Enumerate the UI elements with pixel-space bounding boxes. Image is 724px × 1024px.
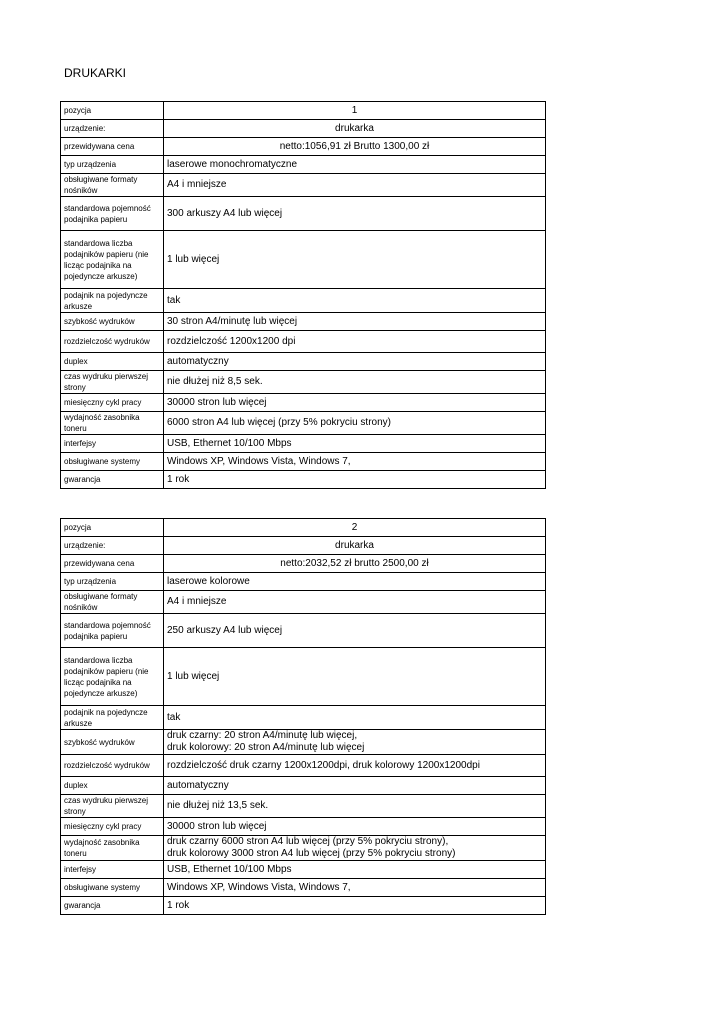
row-value: Windows XP, Windows Vista, Windows 7, <box>164 453 546 471</box>
table-row <box>61 573 546 591</box>
row-value: tak <box>164 289 546 313</box>
row-label: standardowa pojemność podajnika papieru <box>61 197 164 231</box>
row-value: druk czarny: 20 stron A4/minutę lub więcej, druk kolorowy: 20 stron A4/minutę lub więcej <box>164 730 546 755</box>
row-label: obsługiwane systemy <box>61 453 164 471</box>
row-value: automatyczny <box>164 777 546 795</box>
spec-table-1 <box>60 101 546 489</box>
table-row <box>61 648 546 706</box>
table-row <box>61 706 546 730</box>
table-row <box>61 313 546 331</box>
row-value: netto:1056,91 zł Brutto 1300,00 zł <box>164 138 546 156</box>
row-value: 6000 stron A4 lub więcej (przy 5% pokryciu strony) <box>164 412 546 435</box>
table-row <box>61 289 546 313</box>
row-label: duplex <box>61 777 164 795</box>
row-label: typ urządzenia <box>61 573 164 591</box>
row-value: drukarka <box>164 537 546 555</box>
row-label: typ urządzenia <box>61 156 164 174</box>
table-row <box>61 614 546 648</box>
table-row <box>61 897 546 915</box>
table-row <box>61 435 546 453</box>
row-value: automatyczny <box>164 353 546 371</box>
row-value: A4 i mniejsze <box>164 174 546 197</box>
table-row <box>61 537 546 555</box>
row-label: podajnik na pojedyncze arkusze <box>61 706 164 730</box>
row-label: podajnik na pojedyncze arkusze <box>61 289 164 313</box>
row-value: 1 lub więcej <box>164 648 546 706</box>
row-label: interfejsy <box>61 861 164 879</box>
row-label: wydajność zasobnika toneru <box>61 836 164 861</box>
row-label: szybkość wydruków <box>61 313 164 331</box>
table-row <box>61 777 546 795</box>
table-row <box>61 861 546 879</box>
table-row <box>61 156 546 174</box>
table-row <box>61 412 546 435</box>
row-label: przewidywana cena <box>61 138 164 156</box>
table-row <box>61 471 546 489</box>
row-value: nie dłużej niż 13,5 sek. <box>164 795 546 818</box>
table-row <box>61 818 546 836</box>
row-label: miesięczny cykl pracy <box>61 394 164 412</box>
row-value: laserowe kolorowe <box>164 573 546 591</box>
table-row <box>61 102 546 120</box>
table-row <box>61 174 546 197</box>
row-label: obsługiwane formaty nośników <box>61 174 164 197</box>
row-label: gwarancja <box>61 471 164 489</box>
table-row <box>61 555 546 573</box>
row-label: rozdzielczość wydruków <box>61 331 164 353</box>
row-value: 1 rok <box>164 471 546 489</box>
row-label: standardowa liczba podajników papieru (nie licząc podajnika na pojedyncze arkusze) <box>61 231 164 289</box>
row-label: urządzenie: <box>61 537 164 555</box>
table-row <box>61 730 546 755</box>
row-label: pozycja <box>61 519 164 537</box>
row-value: drukarka <box>164 120 546 138</box>
row-label: interfejsy <box>61 435 164 453</box>
row-label: przewidywana cena <box>61 555 164 573</box>
table-row <box>61 353 546 371</box>
row-value: 300 arkuszy A4 lub więcej <box>164 197 546 231</box>
row-label: standardowa pojemność podajnika papieru <box>61 614 164 648</box>
table-row <box>61 879 546 897</box>
row-value: rozdzielczość druk czarny 1200x1200dpi, druk kolorowy 1200x1200dpi <box>164 755 546 777</box>
row-label: standardowa liczba podajników papieru (nie licząc podajnika na pojedyncze arkusze) <box>61 648 164 706</box>
row-value: 30000 stron lub więcej <box>164 394 546 412</box>
row-value: 30000 stron lub więcej <box>164 818 546 836</box>
table-row <box>61 795 546 818</box>
row-value: 1 <box>164 102 546 120</box>
row-value: tak <box>164 706 546 730</box>
table-row <box>61 371 546 394</box>
row-label: gwarancja <box>61 897 164 915</box>
table-row <box>61 331 546 353</box>
row-label: duplex <box>61 353 164 371</box>
row-label: szybkość wydruków <box>61 730 164 755</box>
table-row <box>61 197 546 231</box>
row-value: 30 stron A4/minutę lub więcej <box>164 313 546 331</box>
row-value: 1 rok <box>164 897 546 915</box>
row-value: 1 lub więcej <box>164 231 546 289</box>
row-value: 2 <box>164 519 546 537</box>
table-row <box>61 394 546 412</box>
row-label: pozycja <box>61 102 164 120</box>
row-value: USB, Ethernet 10/100 Mbps <box>164 435 546 453</box>
table-row <box>61 755 546 777</box>
row-label: obsługiwane formaty nośników <box>61 591 164 614</box>
row-label: obsługiwane systemy <box>61 879 164 897</box>
row-value: laserowe monochromatyczne <box>164 156 546 174</box>
row-label: rozdzielczość wydruków <box>61 755 164 777</box>
table-row <box>61 519 546 537</box>
table-row <box>61 836 546 861</box>
spec-table-2 <box>60 518 546 915</box>
row-value: druk czarny 6000 stron A4 lub więcej (przy 5% pokryciu strony), druk kolorowy 3000 stron A4 lub więcej (przy 5% pokryciu strony) <box>164 836 546 861</box>
row-label: miesięczny cykl pracy <box>61 818 164 836</box>
row-value: Windows XP, Windows Vista, Windows 7, <box>164 879 546 897</box>
table-row <box>61 120 546 138</box>
row-value: nie dłużej niż 8,5 sek. <box>164 371 546 394</box>
row-value: netto:2032,52 zł brutto 2500,00 zł <box>164 555 546 573</box>
row-label: czas wydruku pierwszej strony <box>61 795 164 818</box>
document-title: DRUKARKI <box>64 66 127 80</box>
row-value: USB, Ethernet 10/100 Mbps <box>164 861 546 879</box>
table-row <box>61 231 546 289</box>
row-label: wydajność zasobnika toneru <box>61 412 164 435</box>
row-value: A4 i mniejsze <box>164 591 546 614</box>
row-label: urządzenie: <box>61 120 164 138</box>
row-value: rozdzielczość 1200x1200 dpi <box>164 331 546 353</box>
table-row <box>61 591 546 614</box>
row-label: czas wydruku pierwszej strony <box>61 371 164 394</box>
table-row <box>61 453 546 471</box>
row-value: 250 arkuszy A4 lub więcej <box>164 614 546 648</box>
table-row <box>61 138 546 156</box>
